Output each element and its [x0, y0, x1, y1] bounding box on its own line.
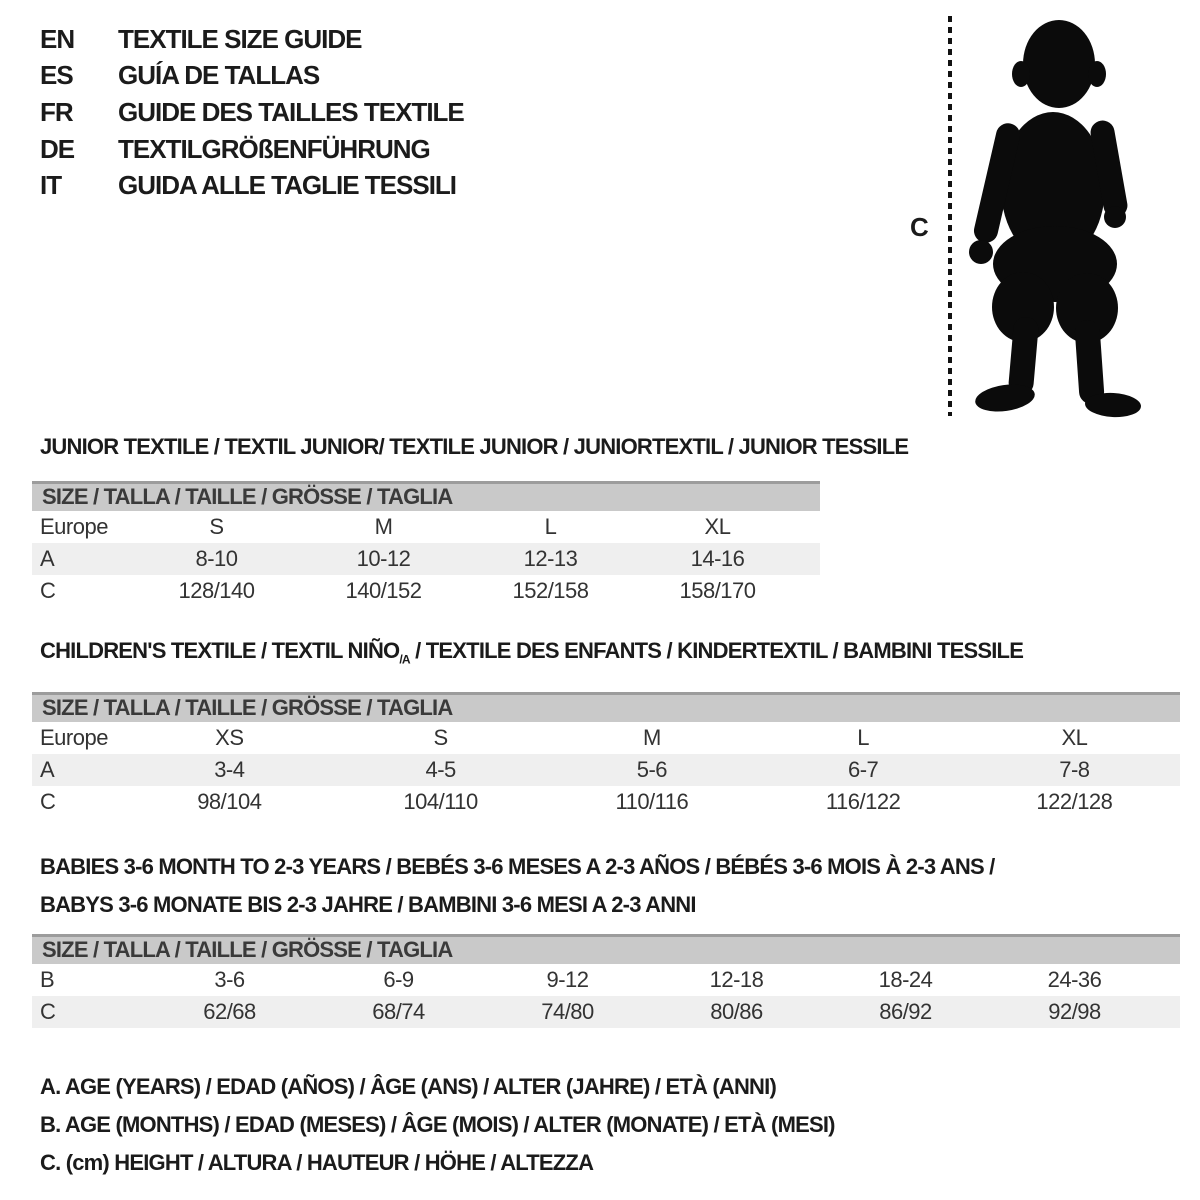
size-cell: L	[544, 514, 557, 539]
table-row-age	[32, 543, 820, 575]
size-cell: XL	[1061, 725, 1088, 750]
age-cell: 12-18	[709, 967, 764, 992]
babies-size-table	[32, 934, 1180, 1028]
guide-title: GUÍA DE TALLAS	[118, 60, 320, 91]
height-cell: 110/116	[615, 789, 689, 814]
age-cell: 3-6	[214, 967, 245, 992]
babies-section-title	[40, 848, 994, 924]
table-row-age	[32, 754, 1180, 786]
height-cell: 128/140	[178, 578, 255, 603]
language-code: IT	[40, 170, 62, 201]
age-cell: 7-8	[1059, 757, 1090, 782]
age-cell: 6-7	[847, 757, 879, 782]
height-cell: 92/98	[1048, 999, 1101, 1024]
size-cell: M	[642, 725, 661, 750]
row-label: Europe	[40, 725, 108, 750]
table-row-europe	[32, 722, 1180, 754]
row-spacer	[1159, 996, 1180, 1028]
age-cell: 4-5	[425, 757, 456, 782]
table-row-height	[32, 786, 1180, 818]
height-cell: 68/74	[372, 999, 425, 1024]
row-label: A	[40, 757, 55, 782]
language-code: DE	[40, 133, 75, 164]
height-cell: 98/104	[197, 789, 262, 814]
age-cell: 12-13	[523, 546, 578, 571]
legend	[40, 1068, 835, 1182]
size-cell: L	[857, 725, 869, 750]
language-code: ES	[40, 60, 73, 91]
table-row-height	[32, 996, 1180, 1028]
language-row-it	[40, 167, 464, 204]
toddler-silhouette-icon	[955, 12, 1145, 422]
language-row-fr	[40, 94, 464, 131]
row-spacer	[801, 575, 820, 607]
row-label: B	[40, 967, 55, 992]
age-cell: 10-12	[356, 546, 411, 571]
language-row-de	[40, 131, 464, 168]
height-cell: 74/80	[541, 999, 594, 1024]
height-measure-dotted-line	[948, 16, 952, 416]
age-cell: 8-10	[195, 546, 238, 571]
height-cell: 152/158	[512, 578, 589, 603]
guide-title: TEXTILGRÖßENFÜHRUNG	[118, 133, 430, 164]
size-cell: XS	[215, 725, 244, 750]
row-label: A	[40, 546, 55, 571]
language-code: FR	[40, 96, 73, 127]
size-header-bar: SIZE / TALLA / TAILLE / GRÖSSE / TAGLIA	[32, 934, 1180, 964]
age-cell: 9-12	[546, 967, 589, 992]
language-title-list	[40, 21, 464, 204]
language-row-es	[40, 58, 464, 95]
junior-section-title: JUNIOR TEXTILE / TEXTIL JUNIOR/ TEXTILE JUNIOR / JUNIORTEXTIL / JUNIOR TESSILE	[40, 434, 909, 459]
junior-size-table	[32, 481, 820, 607]
row-spacer	[801, 511, 820, 543]
height-cell: 104/110	[403, 789, 478, 814]
size-header-bar: SIZE / TALLA / TAILLE / GRÖSSE / TAGLIA	[32, 692, 1180, 722]
legend-line-a: A. AGE (YEARS) / EDAD (AÑOS) / ÂGE (ANS) / ALTER (JAHRE) / ETÀ (ANNI)	[40, 1074, 776, 1099]
height-cell: 80/86	[710, 999, 763, 1024]
age-cell: 3-4	[214, 757, 245, 782]
table-row-europe	[32, 511, 820, 543]
guide-title: TEXTILE SIZE GUIDE	[118, 23, 362, 54]
row-label: C	[40, 578, 56, 603]
guide-title: GUIDA ALLE TAGLIE TESSILI	[118, 170, 457, 201]
size-header-bar: SIZE / TALLA / TAILLE / GRÖSSE / TAGLIA	[32, 481, 820, 511]
row-spacer	[1159, 964, 1180, 996]
age-cell: 6-9	[383, 967, 414, 992]
age-cell: 18-24	[878, 967, 933, 992]
children-title-before: CHILDREN'S TEXTILE / TEXTIL NIÑO	[40, 638, 400, 663]
language-code: EN	[40, 23, 75, 54]
size-cell: S	[209, 514, 224, 539]
guide-title: GUIDE DES TAILLES TEXTILE	[118, 96, 464, 127]
height-measure-label: C	[910, 212, 929, 242]
height-cell: 140/152	[345, 578, 422, 603]
children-title-subscript: /A	[399, 652, 410, 667]
babies-title-line2: BABYS 3-6 MONATE BIS 2-3 JAHRE / BAMBINI 3-6 MESI A 2-3 ANNI	[40, 892, 696, 917]
size-cell: XL	[704, 514, 731, 539]
height-cell: 62/68	[203, 999, 256, 1024]
height-cell: 122/128	[1036, 789, 1113, 814]
row-label: C	[40, 999, 56, 1024]
size-cell: S	[433, 725, 448, 750]
babies-title-line1: BABIES 3-6 MONTH TO 2-3 YEARS / BEBÉS 3-6 MESES A 2-3 AÑOS / BÉBÉS 3-6 MOIS À 2-3 ANS /	[40, 854, 995, 879]
height-cell: 158/170	[679, 578, 756, 603]
age-cell: 14-16	[690, 546, 745, 571]
children-section-title	[40, 638, 1023, 666]
age-cell: 5-6	[636, 757, 668, 782]
legend-line-c: C. (cm) HEIGHT / ALTURA / HAUTEUR / HÖHE / ALTEZZA	[40, 1150, 594, 1175]
height-cell: 116/122	[825, 789, 901, 814]
legend-line-b: B. AGE (MONTHS) / EDAD (MESES) / ÂGE (MOIS) / ALTER (MONATE) / ETÀ (MESI)	[40, 1112, 835, 1137]
children-title-after: / TEXTILE DES ENFANTS / KINDERTEXTIL / BAMBINI TESSILE	[409, 638, 1024, 663]
height-cell: 86/92	[879, 999, 932, 1024]
row-label: Europe	[40, 514, 108, 539]
table-row-height	[32, 575, 820, 607]
age-cell: 24-36	[1047, 967, 1102, 992]
children-size-table	[32, 692, 1180, 818]
size-cell: M	[374, 514, 393, 539]
row-label: C	[40, 789, 56, 814]
row-spacer	[801, 543, 820, 575]
table-row-age-months	[32, 964, 1180, 996]
language-row-en	[40, 21, 464, 58]
